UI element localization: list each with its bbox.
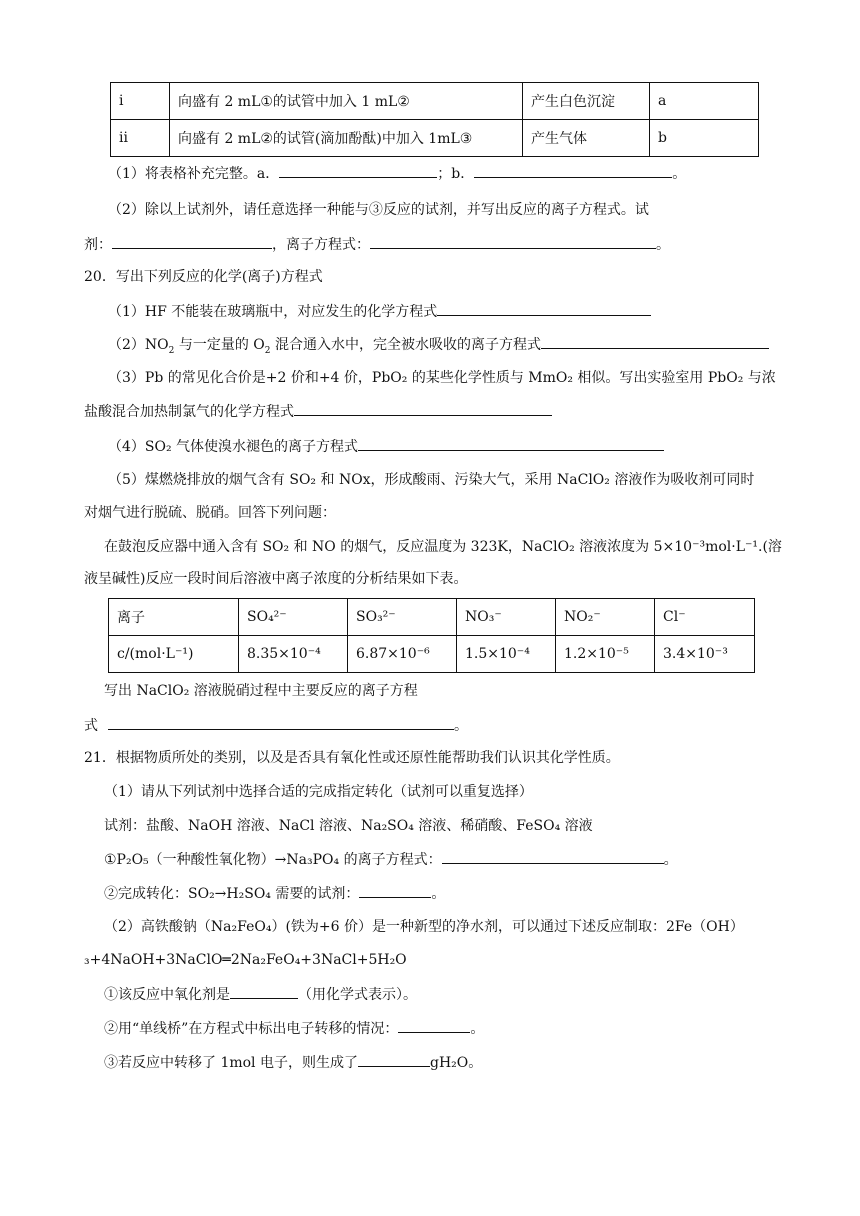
- answer-blank[interactable]: [108, 715, 454, 730]
- table-header: 离子: [109, 599, 239, 636]
- q20-s3-line2: 盐酸混合加热制氯气的化学方程式: [84, 401, 552, 422]
- q21-d3: ③若反应中转移了 1mol 电子，则生成了 gH₂O。: [104, 1052, 482, 1073]
- answer-blank[interactable]: [370, 234, 656, 249]
- table-row: [109, 599, 755, 636]
- q-prev-part2-line2: 剂： ，离子方程式： 。: [84, 234, 670, 255]
- q20-s4: （4）SO₂ 气体使溴水褪色的离子方程式: [108, 436, 664, 457]
- q20-s3-line1: （3）Pb 的常见化合价是+2 价和+4 价，PbO₂ 的某些化学性质与 MmO₂ 相似。写出实验室用 PbO₂ 与浓: [108, 370, 776, 386]
- table-row: [111, 83, 759, 120]
- q21-c1: ①P₂O₅（一种酸性氧化物）→Na₃PO₄ 的离子方程式： 。: [104, 849, 678, 870]
- answer-blank[interactable]: [230, 984, 298, 999]
- table-cell: 3.4×10⁻³: [655, 636, 755, 673]
- q20-after-line1: 写出 NaClO₂ 溶液脱硝过程中主要反应的离子方程: [104, 683, 418, 699]
- q21-d1: ①该反应中氧化剂是 （用化学式表示）。: [104, 984, 417, 1005]
- table-header: NO₂⁻: [556, 599, 655, 636]
- table-cell: 1.2×10⁻⁵: [556, 636, 655, 673]
- q20-s5-line3: 在鼓泡反应器中通入含有 SO₂ 和 NO 的烟气，反应温度为 323K，NaClO₂ 溶液浓度为 5×10⁻³mol·L⁻¹.(溶: [104, 539, 782, 555]
- q-prev-part2-line1: （2）除以上试剂外，请任意选择一种能与③反应的试剂，并写出反应的离子方程式。试: [108, 202, 649, 218]
- q21-c2: ②完成转化：SO₂→H₂SO₄ 需要的试剂： 。: [104, 883, 445, 904]
- table-cell: b: [650, 120, 759, 157]
- q20-title: 20．写出下列反应的化学(离子)方程式: [84, 269, 323, 285]
- table-cell: i: [111, 83, 170, 120]
- reaction-table: [110, 82, 759, 157]
- q21-title: 21．根据物质所处的类别，以及是否具有氧化性或还原性能帮助我们认识其化学性质。: [84, 750, 620, 766]
- answer-blank[interactable]: [541, 334, 769, 349]
- answer-blank[interactable]: [398, 1018, 470, 1033]
- answer-blank[interactable]: [279, 163, 437, 178]
- table-header: NO₃⁻: [457, 599, 556, 636]
- q21-d2: ②用“单线桥”在方程式中标出电子转移的情况： 。: [104, 1018, 484, 1039]
- table-cell: 6.87×10⁻⁶: [348, 636, 457, 673]
- table-cell: c/(mol·L⁻¹): [109, 636, 239, 673]
- q20-s5-line1: （5）煤燃烧排放的烟气含有 SO₂ 和 NOx，形成酸雨、污染大气，采用 NaClO₂ 溶液作为吸收剂可同时: [108, 472, 755, 488]
- q20-after-line2: 式 。: [84, 715, 468, 736]
- q-prev-part1: （1）将表格补充完整。a． ；b． 。: [108, 163, 686, 184]
- answer-blank[interactable]: [359, 883, 431, 898]
- table-header: SO₄²⁻: [239, 599, 348, 636]
- answer-blank[interactable]: [112, 234, 272, 249]
- answer-blank[interactable]: [437, 301, 651, 316]
- q21-reagents: 试剂：盐酸、NaOH 溶液、NaCl 溶液、Na₂SO₄ 溶液、稀硝酸、FeSO₄ 溶液: [104, 818, 593, 834]
- answer-blank[interactable]: [358, 1052, 430, 1067]
- table-cell: a: [650, 83, 759, 120]
- answer-blank[interactable]: [358, 436, 664, 451]
- table-row: [111, 120, 759, 157]
- table-cell: 产生气体: [523, 120, 650, 157]
- table-header: SO₃²⁻: [348, 599, 457, 636]
- table-row: [109, 636, 755, 673]
- answer-blank[interactable]: [474, 163, 672, 178]
- q21-p1: （1）请从下列试剂中选择合适的完成指定转化（试剂可以重复选择）: [104, 784, 533, 800]
- answer-blank[interactable]: [294, 401, 552, 416]
- table-cell: 8.35×10⁻⁴: [239, 636, 348, 673]
- table-header: Cl⁻: [655, 599, 755, 636]
- q20-s1: （1）HF 不能装在玻璃瓶中，对应发生的化学方程式: [108, 301, 651, 322]
- table-cell: ii: [111, 120, 170, 157]
- q21-p2-line1: （2）高铁酸钠（Na₂FeO₄）(铁为+6 价）是一种新型的净水剂，可以通过下述反应制取：2Fe（OH）: [104, 919, 744, 935]
- q20-s5-line4: 液呈碱性)反应一段时间后溶液中离子浓度的分析结果如下表。: [84, 571, 468, 587]
- answer-blank[interactable]: [442, 849, 664, 864]
- table-cell: 向盛有 2 mL②的试管(滴加酚酞)中加入 1mL③: [170, 120, 523, 157]
- q20-s2: $(2)NO_2$ 与一定量的 $O_2$ 混合通入水中，完全被水吸收的离子方程式: [108, 334, 769, 355]
- table-cell: 向盛有 2 mL①的试管中加入 1 mL②: [170, 83, 523, 120]
- ion-concentration-table: [108, 598, 755, 673]
- q20-s5-line2: 对烟气进行脱硫、脱硝。回答下列问题：: [84, 505, 336, 521]
- q21-p2-line2: ₃+4NaOH+3NaClO═2Na₂FeO₄+3NaCl+5H₂O: [84, 952, 407, 968]
- table-cell: 产生白色沉淀: [523, 83, 650, 120]
- table-cell: 1.5×10⁻⁴: [457, 636, 556, 673]
